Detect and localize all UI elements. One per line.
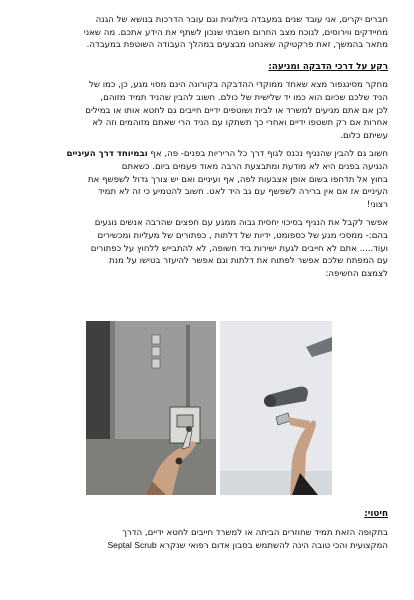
paragraph-surfaces	[26, 217, 388, 280]
paragraph-line: ועוד..... אתם לא חייבים לגעת ישירות ביד חשופה, לא להתבייש ללחוץ על כפתורים	[90, 243, 388, 254]
paragraph-line: בהם:- ממסכי מגע של כספומט, ידיות של דלתות , כפתורים של מעליות ומכשירים	[97, 230, 388, 241]
paragraph-line: עשיתם כלום.	[340, 130, 388, 141]
paragraph-phone-contamination	[26, 79, 388, 142]
intro-line: מתאר בהמשך, זאת פרקטיקה שאנחנו מבצעים במהלך העבודה השוטפת במעבדה.	[86, 40, 388, 51]
photo-figure	[86, 321, 332, 495]
intro-line: מחיידקים ווירוסים, לנוכח מצב החרום חשבתי שנכון לשתף את הידע אתכם. מה שאני	[83, 27, 388, 38]
photo-elevator-button	[86, 321, 216, 495]
intro-paragraph	[26, 14, 388, 52]
paragraph-line: עם המפתח שלכם אפשר לפתוח את דלתות וגם אפשר להיעזר בטישו על מנת	[108, 256, 388, 267]
photo-door-handle	[220, 321, 332, 495]
paragraph-line: לצמצם החשיפה:	[325, 268, 388, 279]
paragraph-line	[26, 148, 388, 161]
paragraph-line: אחרות אם רק תשטפו ידיים ואחרי כך תשתקו עם הניד הרי שאתם מזוהמים וזה לא	[92, 118, 388, 129]
section-heading-transmission: רקע על דרכי הדבקה ומניעה:	[268, 61, 388, 72]
paragraph-line: העיניים אז אם אין ברירה לשפשף עם גב היד לאט. חשוב להטמיע כי זה לא תמיד	[98, 187, 388, 198]
paragraph-text: המקצועית והכי טובה הינה להשתמש בסבון אדום רפואי שנקרא	[159, 541, 388, 552]
section-disinfection	[26, 508, 388, 553]
paragraph-line: בתקופה הזאת תמיד שחוזרים הביתה או למשרד חייבים לחטא ידיים, הדרך	[122, 527, 388, 538]
paragraph-line: רצוני!	[366, 199, 388, 210]
section-heading-disinfection: חיטוי:	[364, 509, 388, 519]
paragraph-line: בחוץ אל תדחפו בשום אופן אצבעות לפה, אף ועיניים ואם יש צורך גדול לשפשף את	[87, 174, 388, 185]
paragraph-line: אפשר לקבל את הנגיף בסיכוי יחסית גבוה ממגע עם חפצים שהרבה אנשים נוגעים	[94, 218, 388, 229]
paragraph-text: חשוב גם להבין שהנגיף נכנס לגוף דרך כל הריריות בפנים- פה, אף	[150, 149, 388, 160]
paragraph-line: מחקר מסינגפור מצא שאחד ממוקדי ההדבקה בקורונה הינם מסוי מגע, כן, כמו של	[88, 80, 388, 91]
paragraph-line: הניד שלכם שכיום הוא כמו יד שלישית של כולם. חשוב להבין שהניד תמיד מזוהם,	[100, 92, 388, 103]
intro-line: חברים יקרים, אני עובד שנים במעבדה ביולוגית וגם עובר הדרכות בנושא של הגנה	[95, 15, 388, 25]
paragraph-line	[26, 539, 388, 553]
paragraph-line: הנגיעה בפנים היא לא מודעת ומתבצעת הרבה מאוד פעמים ביום. כשאתם	[121, 161, 388, 172]
emphasis-eyes: ובמיוחד דרך העיניים	[66, 149, 148, 160]
paragraph-line: לכן אם אתם מגיעים למשרד או לבית ושוטפים ידיים חייבים גם לחטא אותו או במילים	[85, 105, 388, 116]
brand-name: Septal Scrub	[107, 540, 157, 551]
paragraph-face-touching	[26, 148, 388, 211]
